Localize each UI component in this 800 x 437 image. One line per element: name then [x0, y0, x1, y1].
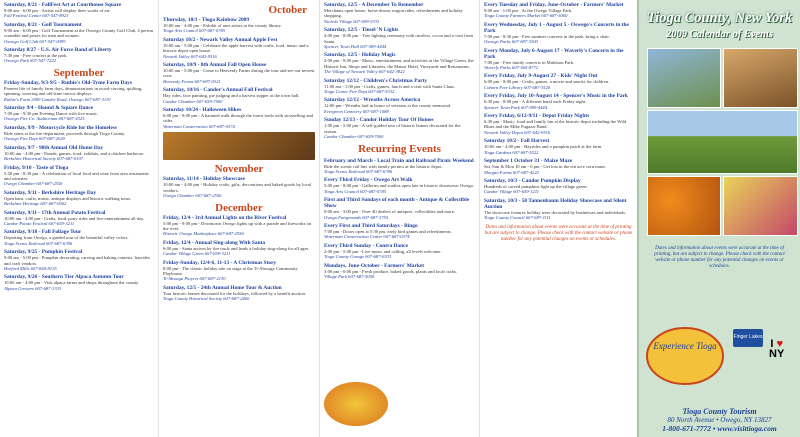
- event-body: 5:00 pm - 9:00 pm - Downtown Owego lights up with a parade and fireworks on the river.: [163, 220, 312, 231]
- event-date-title: Every First and Third Saturdays - Bingo: [324, 222, 418, 229]
- event-body: 8:00 pm - The classic holiday tale on stage at the Ti-Ahwaga Community Playhouse.: [163, 265, 298, 276]
- footer-address: 80 North Avenue • Owego, NY 13827: [667, 416, 772, 424]
- event-date-title: Every Wednesday, July 1 - August 5 - Oswego's Concerts in the Park: [484, 21, 629, 34]
- event-date-title: Friday, 12/4 - Annual Sing-along With Santa: [163, 239, 266, 246]
- event-item: [324, 243, 475, 260]
- events-summer-recurring: [484, 2, 633, 221]
- event-item: [4, 190, 154, 207]
- event-item: [4, 145, 154, 162]
- experience-tioga-badge: [324, 382, 388, 426]
- cover-subtitle: 2009 Calendar of Events: [665, 29, 774, 40]
- footer-phone-web[interactable]: 1-800-671-7772 • www.visittioga.com: [662, 424, 777, 433]
- event-body: 9:00 am - 5:00 pm - Pumpkin decorating, carving and baking contests, hayrides and craft vendors.: [4, 255, 151, 266]
- event-item: [324, 78, 475, 95]
- event-contact[interactable]: Oswego Fire Dept 607-687-2020: [4, 136, 65, 142]
- month-december-heading: December: [215, 201, 263, 214]
- event-contact[interactable]: Oswego Park 607-547-7222: [4, 58, 57, 64]
- event-body: Pioneer life of family farm days, demonstrations in wood-carving, quilting, spinning, weaving and old-time tractor displays.: [4, 85, 143, 97]
- event-date-title: Saturday, 9/7 - 98th Annual Old Home Day: [4, 144, 104, 151]
- iny-bottom-text: NY: [769, 348, 785, 360]
- event-body: 5:00 pm - 8:00 pm - Galleries and studios open late in historic downtown Owego.: [324, 183, 475, 189]
- event-item: [324, 177, 475, 194]
- event-item: [4, 2, 154, 19]
- event-item: [163, 62, 315, 84]
- event-contact[interactable]: Owego Fairgrounds 607-687-3755: [324, 214, 389, 220]
- event-contact[interactable]: Candor Chamber 607-659-7000: [324, 134, 384, 140]
- heart-icon: ♥: [776, 338, 783, 350]
- event-contact[interactable]: Owego Chamber 607-687-2556: [4, 181, 63, 187]
- event-item: [163, 215, 315, 237]
- event-date-title: Saturday 8/27 - U.S. Air Force Band of Liberty: [4, 47, 112, 54]
- event-body: Hay rides, face painting, pie judging and a harvest supper at the town hall.: [163, 93, 300, 99]
- event-body: Departing from Owego, a guided tour of the beautiful valley colors.: [4, 235, 129, 241]
- cover-panel: [637, 0, 800, 437]
- event-contact[interactable]: Tioga Arts Council 607-687-0785: [163, 28, 226, 34]
- event-date-title: Every Friday, 6/12-9/11 - Depot Friday Nights: [484, 113, 590, 120]
- panel-october-december: [158, 0, 319, 437]
- event-contact[interactable]: Oswego Fire Co. Auditorium 607-687-4325: [4, 116, 85, 122]
- event-date-title: February and March - Local Train and Railroad Picnic Weekend: [324, 157, 474, 164]
- event-date-title: Saturday, 10/3 - 50 Tannenbaum Holiday Showcase and Silent Auction: [484, 197, 627, 210]
- event-item: [163, 240, 315, 257]
- event-body: 9:00 am - 3:00 pm - Over 40 dealers of antiques, collectibles and more.: [324, 209, 456, 215]
- event-date-title: Friday-Sunday, 9/3-9/5 - Ruthie's Old-Tyme Farm Days: [4, 79, 132, 86]
- event-body: 7:00 pm - Doors open at 5:30 pm, early bird games and refreshments.: [324, 228, 452, 234]
- event-date-title: Saturday, 9/11 - Berkshire Heritage Day: [4, 189, 97, 196]
- event-contact[interactable]: Historic Owego Marketplace 607-687-2556: [163, 231, 244, 237]
- event-contact[interactable]: Oswego Golf Club 607-547-0099: [4, 38, 66, 44]
- event-body: 9:00 am - 1:00 pm - At the Owego Village Park.: [484, 8, 573, 13]
- event-body: 10:00 am - 4:00 pm - Exhibit of area artists at the county library.: [163, 23, 282, 28]
- event-date-title: Saturday, 8/21 - Golf Tournament: [4, 21, 82, 28]
- events-december: [163, 215, 315, 302]
- cover-footer: [639, 407, 800, 433]
- event-contact[interactable]: Tioga Center Fire Dept 607-687-5332: [324, 89, 395, 95]
- event-body: 2:00 pm - 8:00 pm - Music, entertainment, and activities at the Village Green, the Historic Inn, Shops and Libraries, the Manor Hotel, Vineyards and Restaurants.: [324, 58, 474, 69]
- event-body: Tour historic homes decorated for the holidays, followed by a benefit auction.: [163, 290, 306, 296]
- event-contact[interactable]: Candor Village 607-659-3211: [484, 189, 539, 195]
- event-item: [324, 197, 475, 220]
- event-body: Hundreds of carved pumpkins light up the village green.: [484, 183, 588, 189]
- event-date-title: Saturday 10/2 - Newark Valley Annual Apple Fest: [163, 36, 278, 43]
- event-item: [484, 198, 633, 221]
- event-body: 6:30 pm - Music, food and family fun at the historic depot including the Wild Blues and the Mike Fugazzi Band.: [484, 119, 627, 130]
- event-date-title: Saturday 10/24 - Halloween Hikes: [163, 107, 242, 114]
- event-contact[interactable]: Berkshire Heritage 607-687-0062: [4, 201, 67, 207]
- event-date-title: Saturday, 12/5 - Tinsel 'N Lights: [324, 27, 399, 34]
- event-body: 4:00 pm - 8:00 pm - Tree lighting ceremony with carolers, cocoa and a visit from Santa.: [324, 33, 474, 44]
- event-date-title: Every Tuesday and Friday, June-October - Farmers' Market: [484, 2, 624, 8]
- panel-august-september: [0, 0, 158, 437]
- event-item: [4, 125, 154, 142]
- event-body: 7:30 pm - Free concert at the park.: [4, 53, 68, 59]
- events-october: [163, 17, 315, 129]
- event-contact[interactable]: Newark Valley Depot 607-642-9516: [484, 129, 551, 135]
- event-item: [163, 285, 315, 302]
- event-body: 6:00 pm - 8:00 pm - Crafts, games, a movie and snacks for children.: [484, 79, 610, 85]
- event-date-title: Saturday 12/12 - Wreaths Across America: [324, 97, 421, 104]
- event-body: 7:00 pm - 8:30 pm - Free summer concerts in the park, bring a chair.: [484, 33, 610, 39]
- event-contact[interactable]: Waverly Parks 607-565-8772: [484, 65, 538, 71]
- event-contact[interactable]: Tioga County Historical Society 607-687-2460: [163, 296, 250, 302]
- event-body: 1:00 pm - 5:00 pm - A self-guided tour of historic homes decorated for the season.: [324, 123, 461, 134]
- events-recurring: [324, 158, 475, 280]
- event-date-title: Saturday, 9/26 - Southern Tier Alpaca Autumn Tour: [4, 274, 124, 281]
- event-contact[interactable]: Candor Village Green 607-659-3211: [163, 251, 231, 257]
- event-body: 10:00 am - 5:00 pm - Come to Heavenly Farms during the tour and see our newest crew.: [163, 68, 315, 79]
- event-contact[interactable]: Nichols Village 607-699-3333: [324, 18, 380, 24]
- month-october-heading: October: [268, 4, 307, 16]
- event-body: Ride the scenic rail line with family picnics at the historic depot.: [324, 163, 443, 169]
- event-date-title: Mondays, June-October - Farmers' Market: [324, 262, 425, 269]
- event-date-title: Every Monday, July 6-August 17 - Waverly's Concerts in the Park: [484, 47, 624, 60]
- event-item: [163, 176, 315, 198]
- experience-tioga-logo: [645, 325, 725, 387]
- event-item: [484, 138, 633, 155]
- event-body: 12:00 pm - Wreaths laid in honor of veterans at the county memorial.: [324, 103, 452, 109]
- event-date-title: Saturday 10/2 - Fall Harvest: [484, 138, 550, 145]
- month-november-heading: November: [214, 163, 264, 176]
- event-item: [324, 52, 475, 74]
- event-contact[interactable]: Spencer Town Hall 607-589-4444: [324, 44, 387, 50]
- pumpkins-photo: [647, 176, 721, 236]
- events-august: [4, 2, 154, 64]
- event-contact[interactable]: Heavenly Farms 607-687-0321: [163, 78, 221, 84]
- event-contact[interactable]: Spencer Town Park 607-589-4444: [484, 104, 547, 110]
- event-contact[interactable]: Fall Festival Center 607-547-8923: [4, 13, 69, 19]
- event-contact[interactable]: Oswego Parks 607-687-3300: [484, 39, 538, 45]
- event-item: [324, 158, 475, 175]
- event-item: [484, 93, 633, 110]
- event-body: 7:00 pm - 9:30 pm Evening Dance with live music.: [4, 111, 99, 117]
- event-contact[interactable]: Tioga Arts Council 607-687-0785: [324, 188, 387, 194]
- panel-december-recurring: [319, 0, 479, 437]
- event-date-title: Sunday 12/13 - Candor Holiday Tour Of Homes: [324, 117, 434, 124]
- event-item: [484, 158, 633, 175]
- event-contact[interactable]: Ruthie's Farm 2099 Candor Road, Oswego 607-687-3119: [4, 96, 111, 102]
- iny-top-text: I: [770, 338, 774, 350]
- event-body: Sat, Sun & Mon 10 am - 6 pm - Get lost in the ten acre corn maze.: [484, 164, 607, 170]
- event-date-title: Every Third Sunday - Contra Dance: [324, 242, 408, 249]
- event-item: [484, 178, 633, 195]
- event-contact[interactable]: Ti-Ahwaga Players 607-687-2130: [163, 276, 226, 282]
- event-body: 5:30 pm - 8:30 pm - A celebration of local food and wine from area restaurants and wineries.: [4, 170, 149, 181]
- event-date-title: Saturday, 12/5 - Holiday Magic: [324, 52, 396, 59]
- farm-photo: [647, 110, 798, 174]
- event-contact[interactable]: Village Park 607-687-5000: [324, 273, 375, 279]
- cover-disclaimer: Dates and information about events were accurate at the time of printing, but are subject to change. Please check with the contact website or phone number for any potential changes on events or schedules.: [654, 246, 785, 269]
- flowers-photo: [723, 176, 798, 236]
- event-body: 9:00 am - 6:00 pm - Golf Tournament at the Oswego County Golf Club, 4 person scramble and prizes for men and women.: [4, 27, 154, 39]
- event-contact[interactable]: Tioga Scenic Railroad 607-687-6786: [4, 240, 73, 246]
- event-item: [484, 48, 633, 71]
- event-contact[interactable]: The Village of Newark Valley 607-642-3822: [324, 69, 405, 75]
- event-item: [484, 22, 633, 45]
- event-date-title: Thursday, 10/1 - Tioga Rainbow 2009: [163, 17, 250, 23]
- event-contact[interactable]: Alpaca Growers 607-687-3333: [4, 285, 62, 291]
- event-contact[interactable]: Tioga County Council 607-687-1111: [484, 215, 551, 221]
- event-item: [163, 107, 315, 129]
- event-contact[interactable]: Candor Chamber 607-659-7000: [163, 98, 223, 104]
- event-date-title: Saturday, 10/3 - Candor Pumpkin Display: [484, 177, 581, 184]
- event-body: 6:00 pm - Santa arrives by fire truck and leads a holiday sing-along for all ages.: [163, 245, 310, 251]
- events-september: [4, 80, 154, 291]
- footer-org-name: Tioga County Tourism: [682, 407, 757, 416]
- event-item: [163, 17, 315, 34]
- event-item: [4, 22, 154, 44]
- event-body: The showcase features holiday trees decorated by businesses and individuals.: [484, 209, 627, 215]
- event-contact[interactable]: Owego Chamber 607-687-2556: [163, 193, 222, 199]
- disclaimer-note: Dates and information about events were accurate at the time of printing but are subject to change. Please check with the contact website or phone number for any potential changes on events or schedules.: [484, 224, 633, 242]
- experience-logo-text: Experience Tioga: [653, 341, 717, 351]
- event-contact[interactable]: Berkshire Historical Society 607-687-0107: [4, 156, 84, 162]
- event-date-title: Saturday, 12/5 - A December To Remember: [324, 2, 424, 8]
- event-item: [484, 73, 633, 90]
- i-love-ny-logo: [769, 339, 784, 359]
- event-item: [4, 105, 154, 122]
- event-date-title: Friday, 9/10 - Taste of Tioga: [4, 164, 69, 171]
- event-body: 10:00 am - 4:00 pm - Hayrides and a pumpkin patch at the farm.: [484, 144, 603, 150]
- event-item: [4, 274, 154, 291]
- panel-recurring-summer: [479, 0, 637, 437]
- event-contact[interactable]: Waterman Conservation 607-687-0374: [163, 123, 235, 129]
- event-body: 10:00 am - 4:00 pm - Parade, games, food, exhibits, and a chicken barbecue.: [4, 150, 145, 156]
- event-date-title: Saturday, 8/21 - FallFest Art at Courthouse Square: [4, 2, 122, 8]
- finger-lakes-logo: Finger Lakes: [733, 329, 763, 347]
- event-date-title: Friday, 12/4 - 3rd Annual Lights on the River Festival: [163, 214, 287, 221]
- event-body: 11:00 am - 1:00 pm - Crafts, games, lunch and a visit with Santa Claus.: [324, 83, 456, 89]
- event-body: 10:00 am - 4:00 pm - Visit alpaca farms and shops throughout the county.: [4, 280, 140, 286]
- event-contact[interactable]: Tioga County Farmers Market 607-687-5000: [484, 13, 568, 19]
- event-item: [4, 80, 154, 102]
- event-body: 2:00 pm - 5:00 pm - Live music and calling, all levels welcome.: [324, 248, 442, 254]
- event-item: [4, 47, 154, 64]
- event-contact[interactable]: Tioga Gardens 607-687-5522: [484, 149, 539, 155]
- event-item: [324, 27, 475, 49]
- event-date-title: Saturday, 12/5 - 24th Annual Home Tour & Auction: [163, 284, 282, 291]
- event-body: 9:00 am - 6:00 pm - Artists will display their works of art.: [4, 8, 111, 13]
- event-contact[interactable]: Tioga Scenic Railroad 607-687-6786: [324, 168, 393, 174]
- event-item: [4, 210, 154, 227]
- event-item: [324, 117, 475, 139]
- month-september-heading: September: [53, 66, 105, 79]
- event-body: 7:00 pm - Free family concerts in Muldoon Park.: [484, 59, 575, 65]
- event-contact[interactable]: Harford Mills 607-844-8135: [4, 265, 57, 271]
- event-item: [484, 2, 633, 19]
- event-contact[interactable]: Waterman Conservation Center 607-687-0374: [324, 234, 410, 240]
- event-body: Merchants open house, horse-drawn wagon rides, refreshments and holiday shopping.: [324, 8, 463, 19]
- event-contact[interactable]: Candor Potato Festival 607-659-3211: [4, 220, 75, 226]
- cover-photo-collage: [647, 48, 792, 238]
- event-body: 10:00 am - 5:00 pm - Celebrate the apple harvest with crafts, food, music and a historic depot open house.: [163, 42, 309, 54]
- event-date-title: Friday-Sunday, 12/4-6, 11-13 - A Christmas Story: [163, 259, 277, 266]
- event-contact[interactable]: Evergreen Cemetery 607-687-1088: [324, 108, 389, 114]
- events-november: [163, 176, 315, 198]
- event-date-title: Saturday, 10/9 - 8th Annual Fall Open House: [163, 62, 267, 69]
- recurring-events-heading: Recurring Events: [358, 142, 441, 155]
- horse-photo: [647, 48, 721, 108]
- event-date-title: Saturday, 11/14 - Holiday Showcase: [163, 176, 245, 183]
- event-body: 6:30 pm - 8:00 pm - A different band each Friday night.: [484, 99, 587, 105]
- cover-title: Tioga County, New York: [646, 10, 793, 26]
- event-item: [163, 37, 315, 59]
- event-date-title: Saturday, 9/25 - Pumpkin Festival: [4, 249, 83, 256]
- event-date-title: Saturday 12/12 - Children's Christmas Party: [324, 77, 428, 84]
- halloween-photo: [163, 132, 315, 160]
- event-item: [324, 97, 475, 114]
- event-date-title: September 1 October 31 - Maize Maze: [484, 158, 573, 165]
- event-body: 10:00 am - 4:00 pm - Holiday crafts, gifts, decorations and baked goods by local vendors.: [163, 182, 311, 193]
- event-item: [4, 229, 154, 246]
- event-item: [324, 2, 475, 24]
- event-date-title: Every Friday, July 9-August 27 - Kids' Night Out: [484, 73, 598, 80]
- event-item: [4, 165, 154, 187]
- event-date-title: Every Friday, July 10-August 14 - Spencer's Music in the Park: [484, 93, 628, 100]
- event-body: Ride starts at the fire department, proceeds through Tioga County.: [4, 130, 126, 136]
- event-item: [324, 263, 475, 280]
- event-body: 3:00 pm - 6:00 pm - Fresh produce, baked goods, plants and local crafts.: [324, 268, 458, 274]
- logo-row: [645, 325, 794, 387]
- event-item: [163, 87, 315, 104]
- event-contact[interactable]: Morgan Farms 607-687-4222: [484, 169, 539, 175]
- event-item: [324, 223, 475, 240]
- event-date-title: Saturday 9/4 - Hound & Square Dance: [4, 105, 94, 112]
- event-item: [163, 260, 315, 282]
- festival-photo: [723, 48, 798, 108]
- event-date-title: Every Third Friday - Owego Art Walk: [324, 177, 413, 184]
- event-date-title: Saturday, 9/11 - 17th Annual Potato Festival: [4, 209, 106, 216]
- event-item: [484, 113, 633, 135]
- event-contact[interactable]: Tioga County Grange 607-687-0333: [324, 254, 392, 260]
- events-december-continued: [324, 2, 475, 140]
- event-item: [4, 249, 154, 271]
- event-date-title: Saturday, 9/9 - Motorcycle Ride for the Homeless: [4, 124, 117, 131]
- event-body: Open barn, crafts, music, antique displays and historic walking tours.: [4, 195, 132, 201]
- event-contact[interactable]: Newark Valley 607-642-9516: [163, 53, 217, 59]
- event-body: 10:00 am - 4:00 pm - Crafts, food, pony rides and live entertainment all day.: [4, 215, 145, 221]
- event-body: 6:00 pm - 9:00 pm - A haunted walk through the forest trails with storytelling and cider.: [163, 113, 313, 124]
- event-date-title: First and Third Sundays of each month - Antique & Collectible Show: [324, 197, 470, 210]
- event-date-title: Saturday, 9/18 - Fall Foliage Tour: [4, 229, 82, 236]
- event-date-title: Saturday, 10/16 - Candor's Annual Fall Festival: [163, 87, 273, 94]
- event-contact[interactable]: Coburn Free Library 607-687-3520: [484, 84, 551, 90]
